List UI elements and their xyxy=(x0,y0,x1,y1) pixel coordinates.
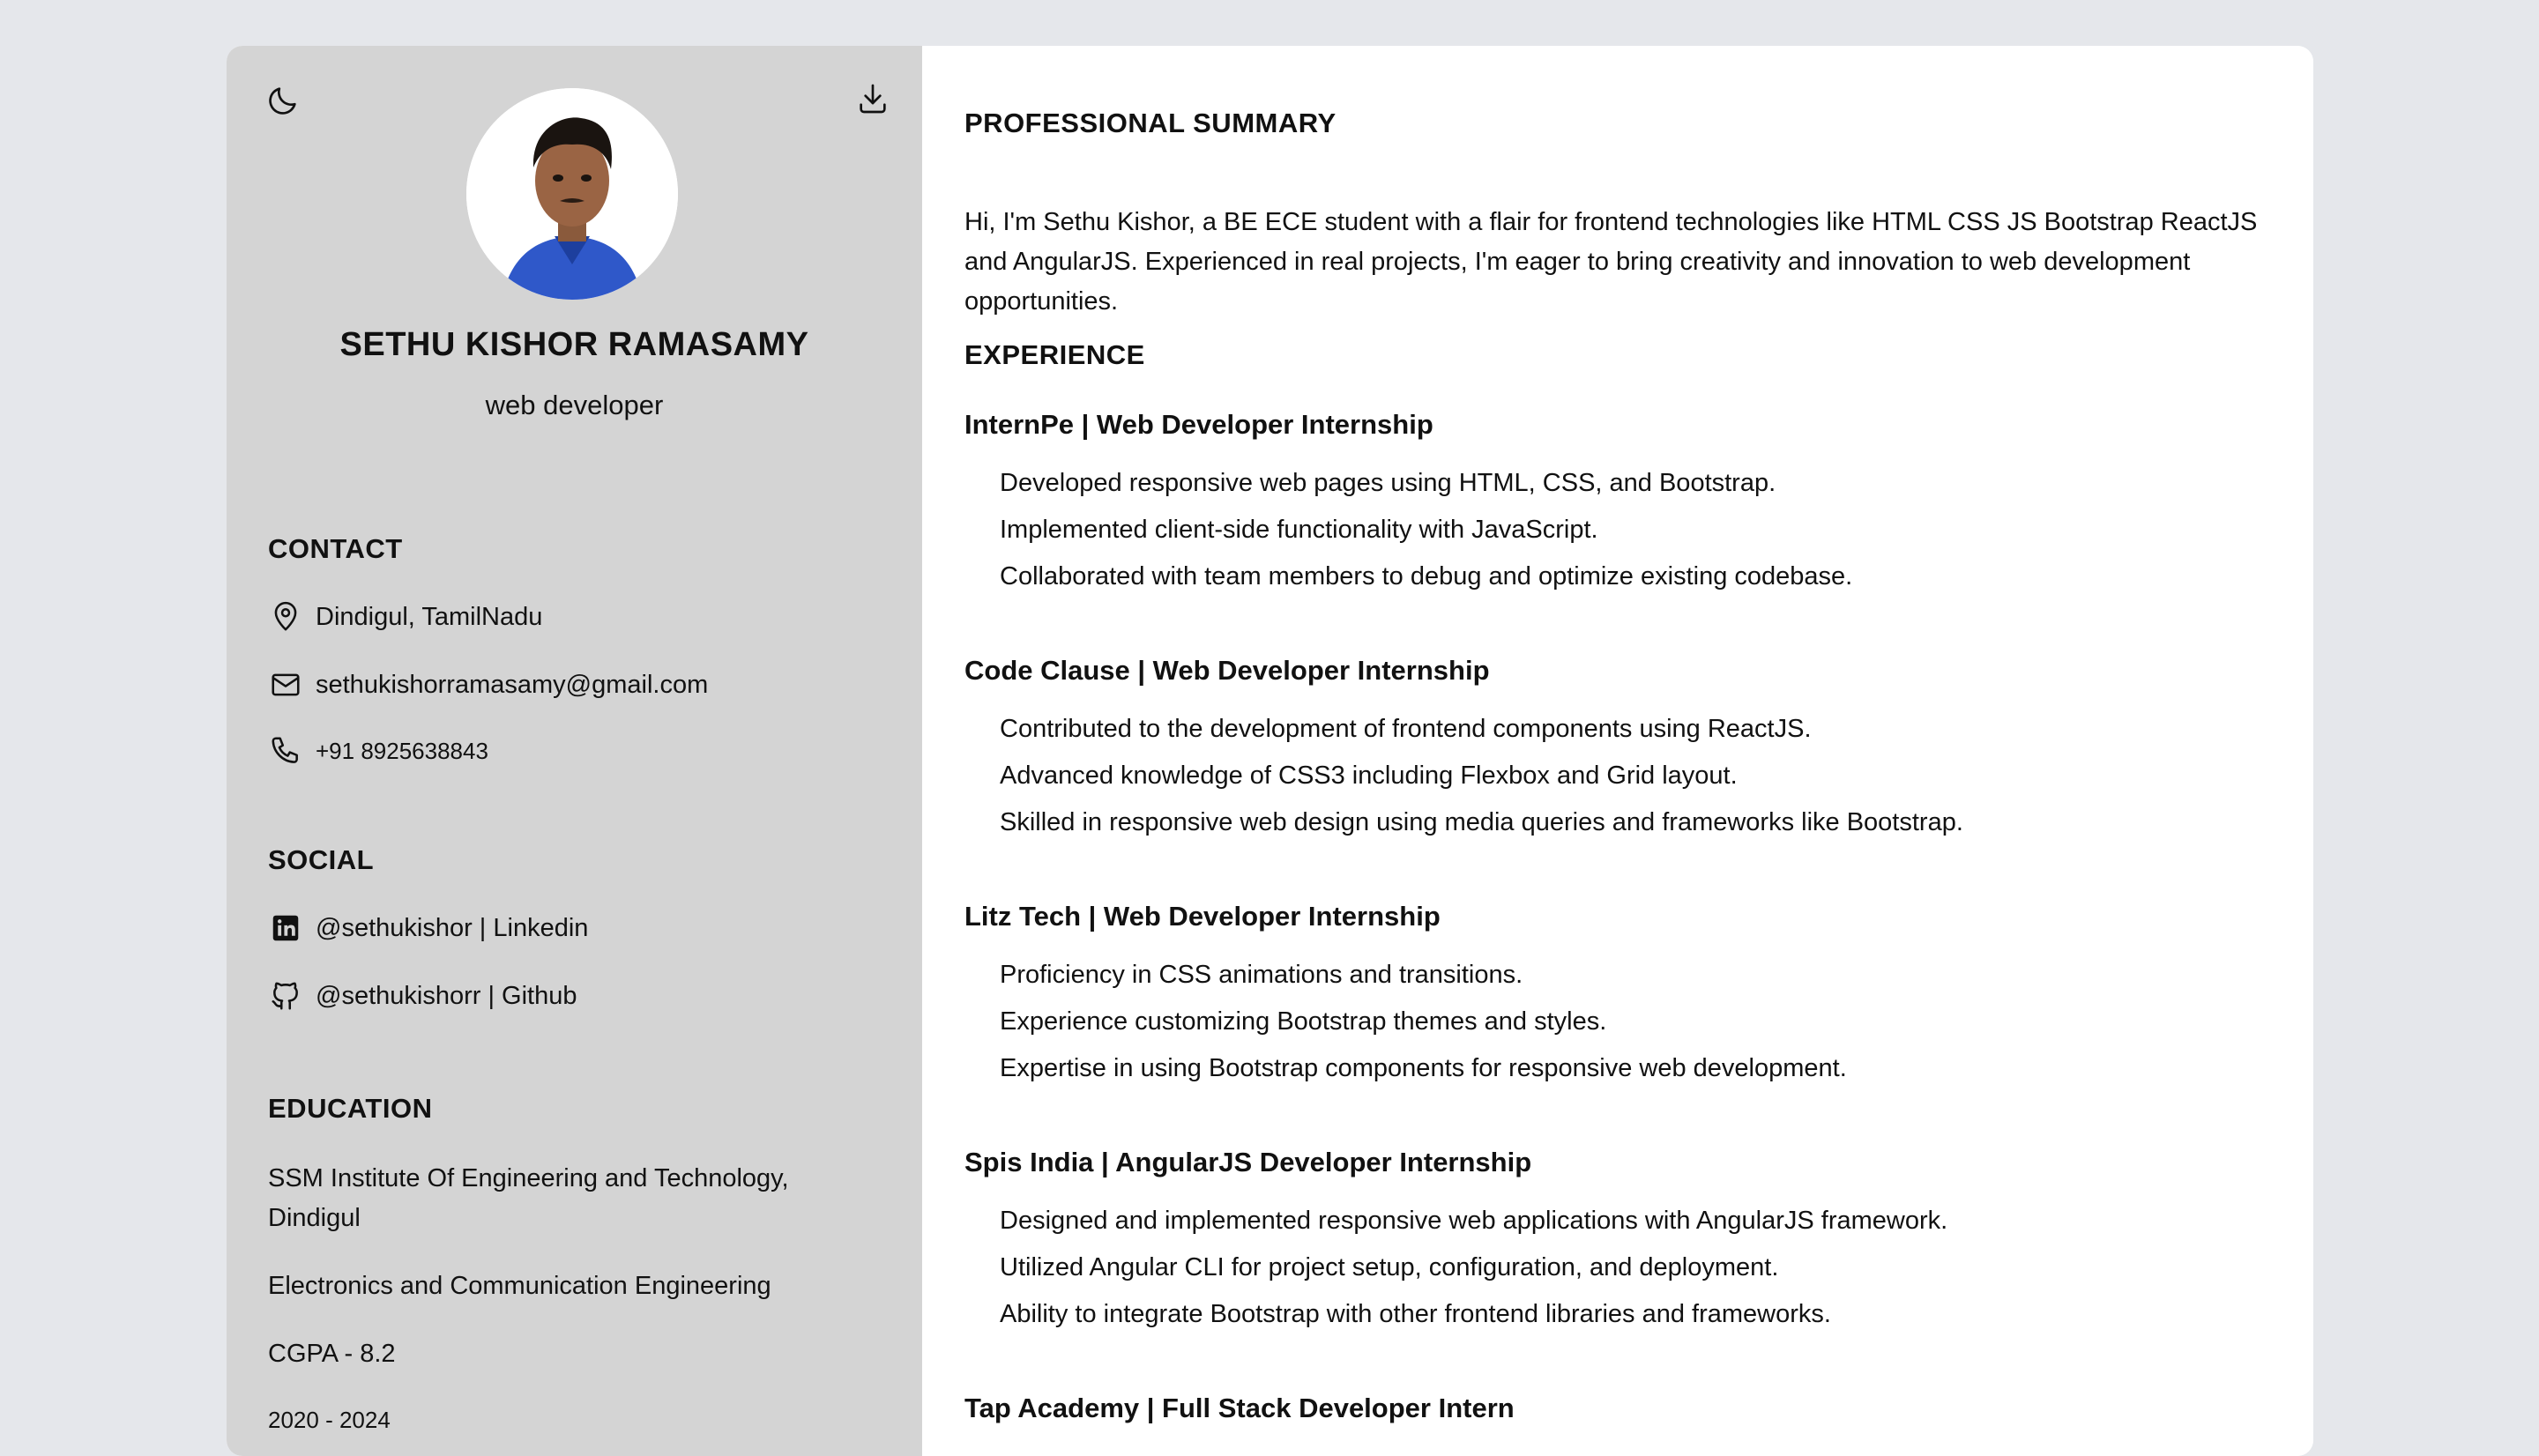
theme-toggle-button[interactable] xyxy=(264,81,302,120)
avatar xyxy=(466,88,678,300)
contact-phone[interactable] xyxy=(268,733,488,769)
list-item: Collaborated with team members to debug and optimize existing codebase. xyxy=(1000,562,1853,591)
education-title: EDUCATION xyxy=(268,1093,433,1124)
experience-item xyxy=(964,899,2287,1092)
social-github[interactable] xyxy=(268,978,577,1014)
list-item: Skilled in responsive web design using media queries and frameworks like Bootstrap. xyxy=(1000,808,1963,836)
education-cgpa: CGPA - 8.2 xyxy=(268,1340,396,1368)
list-item: Contributed to the development of frontend components using ReactJS. xyxy=(1000,715,1812,743)
education-years: 2020 - 2024 xyxy=(268,1407,391,1433)
linkedin-text[interactable]: @sethukishor | Linkedin xyxy=(316,913,589,942)
list-item: Ability to integrate Bootstrap with other frontend libraries and frameworks. xyxy=(1000,1300,1831,1328)
map-pin-icon xyxy=(268,599,303,635)
resume-card xyxy=(227,46,2313,1456)
experience-item xyxy=(964,1145,2287,1338)
experience-item xyxy=(964,407,2287,600)
contact-title: CONTACT xyxy=(268,533,403,564)
list-item: Utilized Angular CLI for project setup, configuration, and deployment. xyxy=(1000,1253,1779,1281)
phone-text[interactable]: +91 8925638843 xyxy=(316,737,488,764)
experience-heading: Tap Academy | Full Stack Developer Intern xyxy=(964,1393,1515,1423)
download-icon xyxy=(855,81,890,116)
summary-title: PROFESSIONAL SUMMARY xyxy=(964,108,1337,138)
education-college: SSM Institute Of Engineering and Technology, Dindigul xyxy=(268,1164,789,1232)
email-text[interactable]: sethukishorramasamy@gmail.com xyxy=(316,670,709,699)
profile-role: web developer xyxy=(485,390,664,420)
moon-icon xyxy=(265,83,301,118)
contact-location xyxy=(268,599,542,635)
phone-icon xyxy=(268,733,303,769)
list-item: Proficiency in CSS animations and transitions. xyxy=(1000,961,1523,989)
experience-heading: Spis India | AngularJS Developer Internship xyxy=(964,1147,1532,1177)
experience-heading: InternPe | Web Developer Internship xyxy=(964,409,1433,440)
location-text: Dindigul, TamilNadu xyxy=(316,602,543,631)
contact-email[interactable] xyxy=(268,667,708,702)
education-degree: Electronics and Communication Engineering xyxy=(268,1272,771,1300)
list-item: Implemented client-side functionality with JavaScript. xyxy=(1000,516,1598,544)
main-content xyxy=(922,46,2313,1456)
experience-item xyxy=(964,1391,2287,1426)
list-item: Experience customizing Bootstrap themes and styles. xyxy=(1000,1007,1607,1036)
summary-text: Hi, I'm Sethu Kishor, a BE ECE student with a flair for frontend technologies like HTML CSS JS Bootstrap ReactJS and AngularJS. Experienced in real projects, I'm eager to bring creativity and innovation to web development opportunities. xyxy=(964,208,2258,316)
experience-points xyxy=(964,706,2287,846)
experience-heading: Litz Tech | Web Developer Internship xyxy=(964,901,1441,932)
experience-points xyxy=(964,952,2287,1092)
list-item: Developed responsive web pages using HTML, CSS, and Bootstrap. xyxy=(1000,469,1776,497)
mail-icon xyxy=(268,667,303,702)
list-item: Designed and implemented responsive web applications with AngularJS framework. xyxy=(1000,1207,1948,1235)
sidebar xyxy=(227,46,922,1456)
experience-points xyxy=(964,1198,2287,1338)
list-item: Expertise in using Bootstrap components for responsive web development. xyxy=(1000,1054,1847,1082)
github-text[interactable]: @sethukishorr | Github xyxy=(316,981,577,1010)
experience-heading: Code Clause | Web Developer Internship xyxy=(964,655,1490,686)
social-title: SOCIAL xyxy=(268,844,375,875)
profile-name: SETHU KISHOR RAMASAMY xyxy=(339,326,809,363)
social-linkedin[interactable] xyxy=(268,910,588,946)
experience-item xyxy=(964,653,2287,846)
experience-points xyxy=(964,460,2287,600)
linkedin-icon xyxy=(268,910,303,946)
github-icon xyxy=(268,978,303,1014)
experience-title: EXPERIENCE xyxy=(964,339,1145,370)
download-button[interactable] xyxy=(853,79,892,118)
list-item: Advanced knowledge of CSS3 including Flexbox and Grid layout. xyxy=(1000,761,1738,790)
